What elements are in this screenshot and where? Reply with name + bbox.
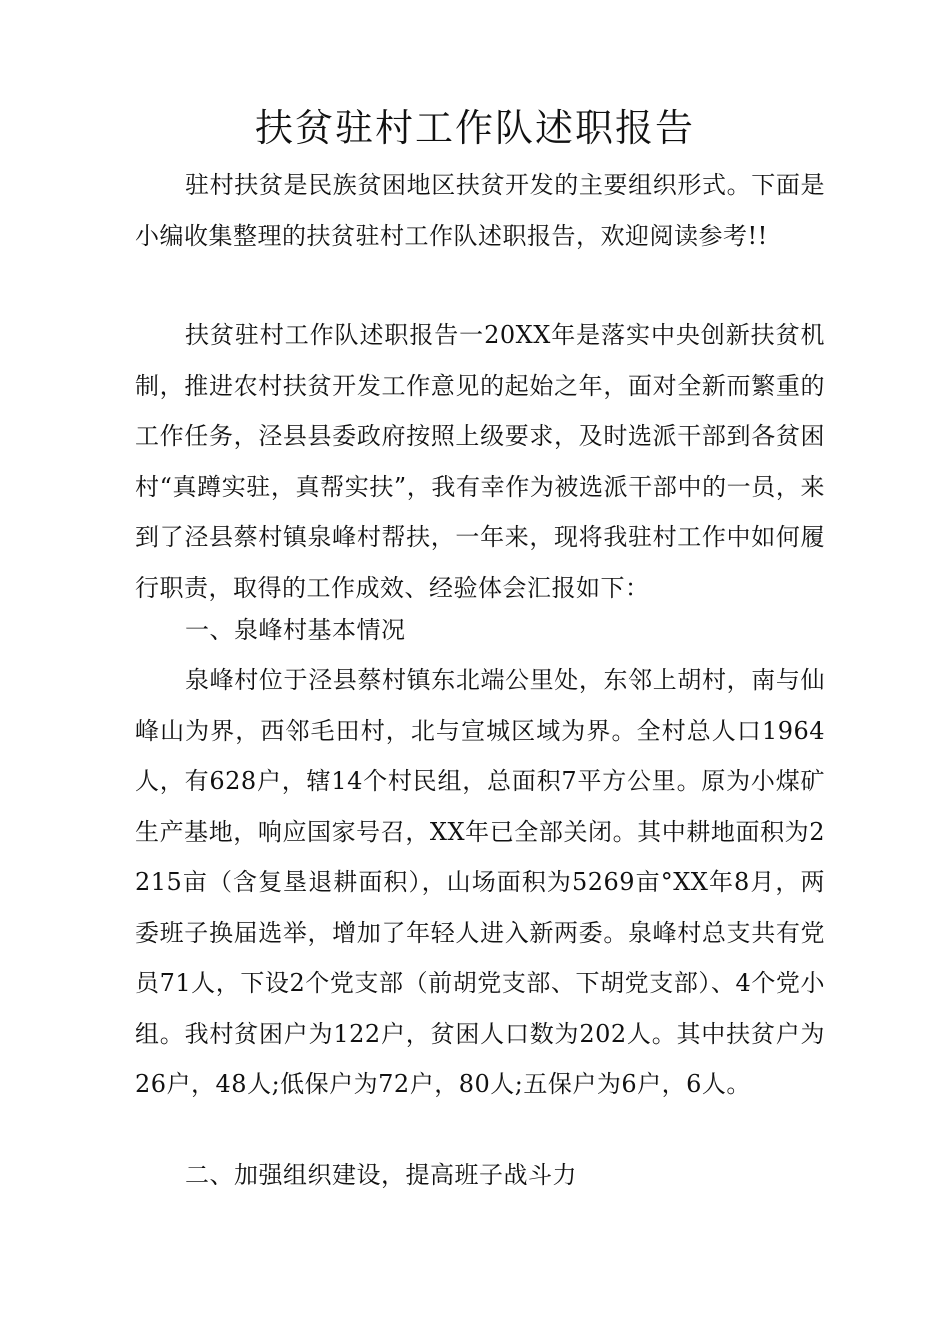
section-heading-2: 二、加强组织建设，提高班子战斗力: [185, 1161, 577, 1189]
intro-paragraph: 驻村扶贫是民族贫困地区扶贫开发的主要组织形式。下面是小编收集整理的扶贫驻村工作队述职报告，欢迎阅读参考!!: [135, 171, 825, 250]
document-title: 扶贫驻村工作队述职报告: [254, 106, 695, 150]
section-heading-1: 一、泉峰村基本情况: [185, 616, 406, 644]
body-paragraph-1: 扶贫驻村工作队述职报告一20XX年是落实中央创新扶贫机制，推进农村扶贫开发工作意见的起始之年，面对全新而繁重的工作任务，泾县县委政府按照上级要求，及时选派干部到各贫困村“真蹲实驻，真帮实扶”，我有幸作为被选派干部中的一员，来到了泾县蔡村镇泉峰村帮扶，一年来，现将我驻村工作中如何履行职责，取得的工作成效、经验体会汇报如下：: [135, 321, 825, 602]
body-paragraph-2: 泉峰村位于泾县蔡村镇东北端公里处，东邻上胡村，南与仙峰山为界，西邻毛田村，北与宣城区域为界。全村总人口1964人，有628户，辖14个村民组，总面积7平方公里。原为小煤矿生产基地，响应国家号召，XX年已全部关闭。其中耕地面积为2215亩（含复垦退耕面积），山场面积为5269亩°XX年8月，两委班子换届选举，增加了年轻人进入新两委。泉峰村总支共有党员71人，下设2个党支部（前胡党支部、下胡党支部）、4个党小组。我村贫困户为122户，贫困人口数为202人。其中扶贫户为26户，48人;低保户为72户，80人;五保户为6户，6人。: [135, 666, 825, 1098]
